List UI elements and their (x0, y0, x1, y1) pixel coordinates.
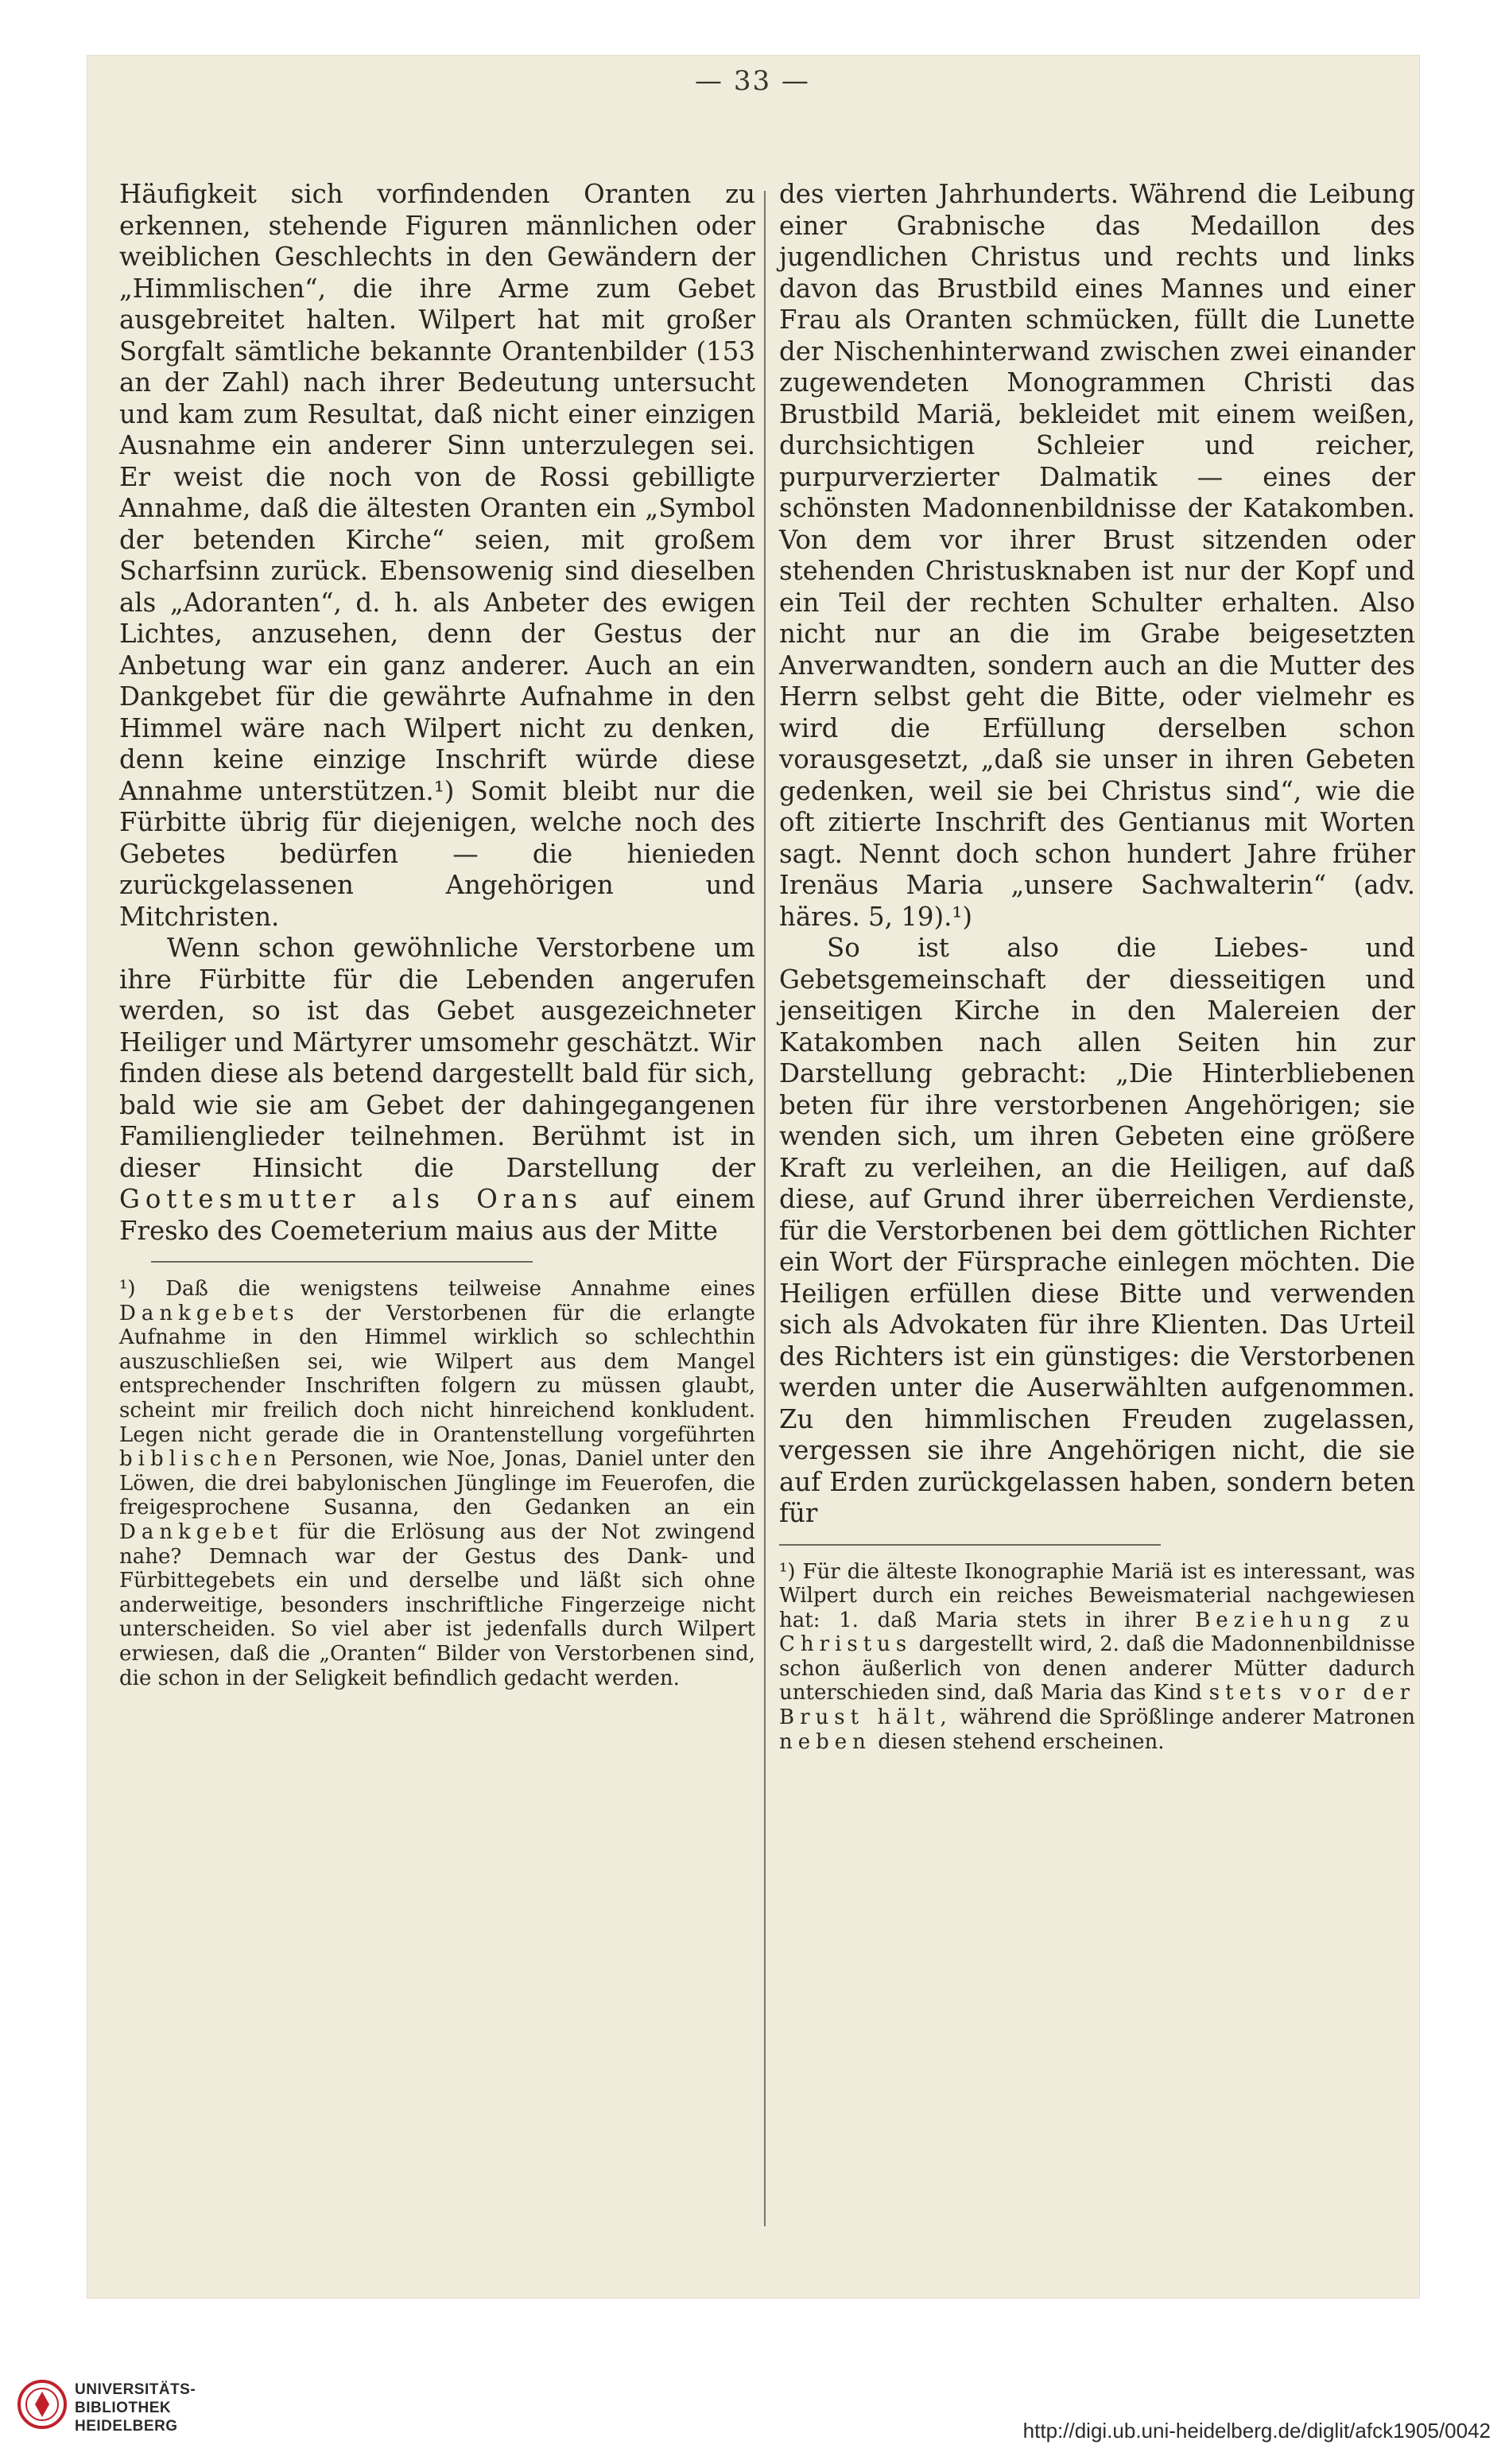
right-paragraph-1: des vierten Jahrhunderts. Während die Leibung einer Grabnische das Medaillon des jugendlichen Christus und rechts und links davon das Brustbild eines Mannes und einer Frau als Oranten schmücken, füllt die Lunette der Nischenhinterwand zwischen zwei einander zugewendeten Monogrammen Christi das Brustbild Mariä, bekleidet mit einem weißen, durchsichtigen Schleier und reicher, purpurverzierter Dalmatik — eines der schönsten Madonnenbildnisse der Katakomben. Von dem vor ihrer Brust sitzenden oder stehenden Christusknaben ist nur der Kopf und ein Teil der rechten Schulter erhalten. Also nicht nur an die im Grabe beigesetzten Anverwandten, sondern auch an die Mutter des Herrn selbst geht die Bitte, oder vielmehr es wird die Erfüllung derselben schon vorausgesetzt, „daß sie unser in ihren Gebeten gedenken, weil sie bei Christus sind“, wie die oft zitierte Inschrift des Gentianus mit Worten sagt. Nennt doch schon hundert Jahre früher Irenäus Maria „unsere Sachwalterin“ (adv. häres. 5, 19).¹) (779, 179, 1415, 932)
right-footnote-b-spaced: stets vor der Brust hält, (779, 1681, 1416, 1730)
library-name-line-2: BIBLIOTHEK (75, 2400, 172, 2416)
left-column (119, 179, 755, 1690)
left-paragraph-2-spaced: Gottesmutter als Orans (119, 1184, 584, 1214)
right-paragraph-2: So ist also die Liebes- und Gebetsgemeinschaft der diesseitigen und jenseitigen Kirche in den Malereien der Katakomben nach allen Seiten hin zur Darstellung gebracht: „Die Hinterbliebenen beten für ihre verstorbenen Angehörigen; sie wenden sich, um ihren Gebeten eine größere Kraft zu verleihen, an die Heiligen, auf daß diese, auf Grund ihrer überreichen Verdienste, für die Verstorbenen bei dem göttlichen Richter ein Wort der Fürsprache einlegen möchten. Die Heiligen erfüllen diese Bitte und verwenden sich als Advokaten für ihre Klienten. Das Urteil des Richters ist ein günstiges: die Verstorbenen werden unter die Auserwählten aufgenommen. Zu den himmlischen Freuden zugelassen, vergessen sie ihre Angehörigen nicht, die sie auf Erden zurückgelassen haben, sondern beten für (779, 933, 1415, 1528)
left-paragraph-2-end: auf einem Fresko des Coemeterium maius aus der Mitte (119, 1184, 756, 1246)
left-paragraph-2-text: Wenn schon gewöhnliche Verstorbene um ihre Fürbitte für die Lebenden angerufen werden, so ist das Gebet ausgezeichneter Heiliger und Märtyrer umsomehr geschätzt. Wir finden diese als betend dargestellt bald für sich, bald wie sie am Gebet der dahingegangenen Familienglieder teilnehmen. Berühmt ist in dieser Hinsicht die Darstellung der (119, 933, 755, 1183)
left-footnote-c: Personen, wie Noe, Jonas, Daniel unter den Löwen, die drei babylonischen Jünglinge im Feuerofen, die freigesprochene Susanna, den Gedanken an ein (119, 1447, 756, 1520)
right-column (779, 179, 1415, 1754)
library-name-line-3: HEIDELBERG (75, 2418, 178, 2435)
right-footnote-a: ¹) Für die älteste Ikonographie Mariä ist es interessant, was Wilpert durch ein reiches Beweismaterial nachgewiesen hat: 1. daß Maria stets in ihrer (779, 1559, 1415, 1632)
left-footnote (119, 1277, 755, 1690)
source-url[interactable]: http://digi.ub.uni-heidelberg.de/diglit/afck1905/0042 (1022, 2419, 1491, 2443)
footnote-divider (779, 1544, 1161, 1546)
left-footnote-b: der Verstorbenen für die erlangte Aufnahme in den Himmel wirklich so schlechthin auszuschließen sei, wie Wilpert aus dem Mangel entsprechender Inschriften folgern zu müssen glaubt, scheint mir freilich doch nicht hinreichend konkludent. Legen nicht gerade die in Orantenstellung vorgeführten (119, 1301, 755, 1447)
left-footnote-d: für die Erlösung aus der Not zwingend nahe? Demnach war der Gestus des Dank- und Fürbittegebets ein und derselbe und läßt sich ohne anderweitige, besonders inschriftliche Fingerzeige nicht unterscheiden. So viel aber ist jedenfalls durch Wilpert erwiesen, daß die „Oranten“ Bilder von Verstorbenen sind, die schon in der Seligkeit befindlich gedacht werden. (119, 1519, 756, 1690)
right-footnote-d: diesen stehend erscheinen. (878, 1729, 1165, 1754)
left-footnote-b-spaced: biblischen (119, 1447, 283, 1472)
left-paragraph-2 (119, 933, 755, 1247)
left-paragraph-1: Häufigkeit sich vorfindenden Oranten zu erkennen, stehende Figuren männlichen oder weiblichen Geschlechts in den Gewändern der „Himmlischen“, die ihre Arme zum Gebet ausgebreitet halten. Wilpert hat mit großer Sorgfalt sämtliche bekannte Orantenbilder (153 an der Zahl) nach ihrer Bedeutung untersucht und kam zum Resultat, daß nicht einer einzigen Ausnahme ein anderer Sinn unterzulegen sei. Er weist die noch von de Rossi gebilligte Annahme, daß die ältesten Oranten ein „Symbol der betenden Kirche“ seien, mit großem Scharfsinn zurück. Ebensowenig sind dieselben als „Adoranten“, d. h. als Anbeter des ewigen Lichtes, anzusehen, denn der Gestus der Anbetung war ein ganz anderer. Auch an ein Dankgebet für die gewährte Aufnahme in den Himmel wäre nach Wilpert nicht zu denken, denn keine einzige Inschrift würde diese Annahme unterstützen.¹) Somit bleibt nur die Fürbitte übrig für diejenigen, welche noch des Gebetes bedürfen — die hienieden zurückgelassenen Angehörigen und Mitchristen. (119, 179, 755, 932)
right-footnote-c-spaced: neben (779, 1729, 871, 1754)
right-footnote-a-spaced: Beziehung zu Christus (779, 1608, 1416, 1657)
heidelberg-university-library-seal-icon (17, 2376, 67, 2433)
right-footnote-c: während die Sprößlinge anderer Matronen (960, 1705, 1415, 1730)
left-footnote-a: ¹) Daß die wenigstens teilweise Annahme eines (119, 1277, 755, 1301)
right-footnote (779, 1560, 1415, 1755)
page-number: — 33 — (695, 65, 810, 97)
column-divider-rule (764, 191, 766, 2226)
library-name (75, 2381, 196, 2435)
right-column-body (779, 179, 1415, 1530)
library-name-line-1: UNIVERSITÄTS- (75, 2381, 196, 2398)
left-footnote-a-spaced: Dankgebets (119, 1301, 300, 1325)
left-footnote-c-spaced: Dankgebet (119, 1519, 284, 1544)
right-footnote-b: dargestellt wird, 2. daß die Madonnenbildnisse schon äußerlich von denen anderer Mütter dadurch unterschieden sind, daß Maria das Kind (779, 1632, 1415, 1705)
footnote-divider (151, 1261, 533, 1263)
left-column-body (119, 179, 755, 1247)
